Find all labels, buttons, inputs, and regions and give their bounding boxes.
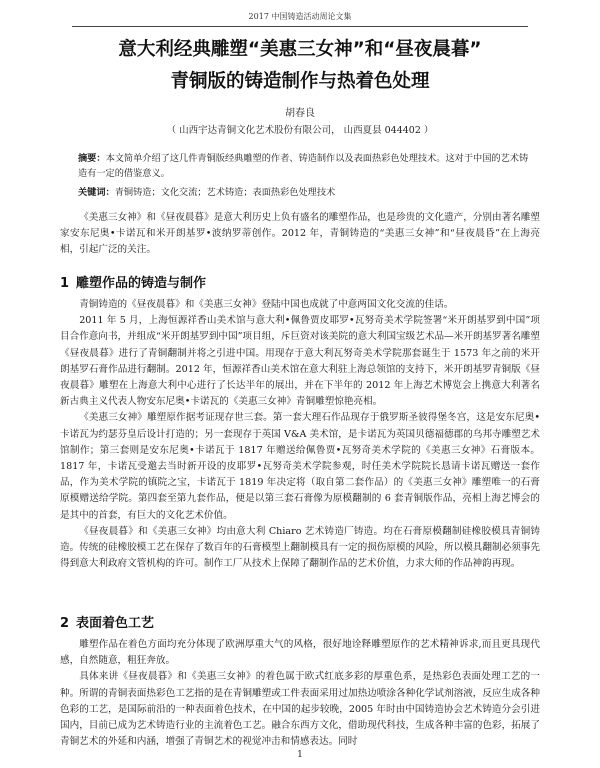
section-2-body — [60, 637, 540, 750]
abstract-label: 摘要： — [78, 153, 106, 164]
section-1-paragraph: 《美惠三女神》雕塑原作据考证现存世三套。第一套大理石作品现存于俄罗斯圣彼得堡冬宫，这是安东尼奥•卡诺瓦为约瑟芬皇后设计打造的；另一套现存于英国 V&A 美术馆，是卡诺瓦为英国贝德福德郡的乌邦寺雕塑艺术馆制作；第三套则是安东尼奥•卡诺瓦于 1817 年赠送给佩鲁贾•瓦努奇美术学院的《美惠三女神》石膏版本。 1817 年，卡诺瓦受邀去当时新开设的皮耶罗•瓦努奇美术学院参观，时任美术学院院长恳请卡诺瓦赠送一套作品，作为美术学院的镇院之宝，卡诺瓦于 1819 年决定将（取自第二套作品）的《美惠三女神》雕塑唯一的石膏原模赠送给学院。第四套至第九套作品，便是以第三套石膏像为原模翻制的 6 套青铜版作品，亮相上海艺博会的是其中的首套，有巨大的文化艺术价值。 — [60, 412, 540, 521]
header-rule — [72, 26, 528, 27]
section-1-paragraph: 2011 年 5 月，上海恒源祥香山美术馆与意大利•佩鲁贾皮耶罗•瓦努奇美术学院签署“米开朗基罗到中国”项目合作意向书，并组成“米开朗基罗到中国”项目组，斥巨资对该美院的意大利国宝级艺术品—米开朗基罗著名雕塑《昼夜晨暮》进行了青铜翻制并将之引进中国。用现存于意大利瓦努奇美术学院那套诞生于 1573 年之前的米开朗基罗石膏作品进行翻制。2012 年，恒源祥香山美术馆在意大利驻上海总领馆的支持下，米开朗基罗青铜版《昼夜晨暮》雕塑在上海意大利中心进行了长达半年的展出，并在下半年的 2012 年上海艺术博览会上携意大利著名新古典主义代表人物安东尼奥•卡诺瓦的《美惠三女神》青铜雕塑惊艳亮相。 — [60, 315, 540, 408]
section-1-title: 雕塑作品的铸造与制作 — [76, 276, 207, 291]
section-2-heading — [60, 612, 540, 631]
section-2-paragraph: 具体来讲《昼夜晨暮》和《美惠三女神》的着色属于欧式红底多彩的厚重色系，是热彩色表面处理工艺的一种。所谓的青铜表面热彩色工艺指的是在青铜雕塑或工件表面采用过加热边喷涂各种化学试剂溶液，反应生成各种色彩的工艺，是国际前沿的一种表面着色技术，在中国的起步较晚，2005 年时由中国铸造协会艺术铸造分会引进国内，目前已成为艺术铸造行业的主流着色工艺。融合东西方文化，借助现代科技，生成各种丰富的色彩，拓展了青铜艺术的外延和内涵，增强了青铜艺术的视觉冲击和情感表达。同时 — [60, 671, 540, 748]
intro-section — [60, 210, 540, 259]
author-name: 胡春良 — [285, 108, 315, 119]
running-header: 2017 中国铸造活动周论文集 — [248, 12, 352, 21]
abstract-text: 本文简单介绍了这几件青铜版经典雕塑的作者、铸造制作以及表面热彩色处理技术。这对于中国的艺术铸造有一定的借鉴意义。 — [78, 153, 529, 179]
title-line-2: 青铜版的铸造制作与热着色处理 — [170, 71, 430, 92]
section-1-paragraph: 青铜铸造的《昼夜晨暮》和《美惠三女神》登陆中国也成就了中意两国文化交流的佳话。 — [79, 299, 454, 310]
section-1-body — [60, 297, 540, 572]
paper-title — [40, 34, 560, 98]
section-2-number: 2 — [60, 616, 70, 631]
abstract — [78, 151, 530, 181]
keywords — [78, 185, 530, 200]
section-1-paragraph: 《昼夜晨暮》和《美惠三女神》均由意大利 Chiaro 艺术铸造厂铸造。均在石膏原模翻制硅橡胶模具青铜铸造。传统的硅橡胶模工艺在保存了数百年的石膏模型上翻制模具有一定的损伤原模的风险，所以模具翻制必须事先得到意大利政府文管机构的许可。制作工厂从技术上保障了翻制作品的艺术价值，力求大师的作品神韵再现。 — [60, 525, 540, 570]
section-1-number: 1 — [60, 276, 70, 291]
title-line-1: 意大利经典雕塑“美惠三女神”和“昼夜晨暮” — [118, 39, 482, 60]
section-1-heading — [60, 272, 540, 291]
section-2-paragraph: 雕塑作品在着色方面均充分体现了欧洲厚重大气的风格，很好地诠释雕塑原作的艺术精神诉求,而且更具现代感，自然随意，粗狂奔放。 — [60, 639, 540, 667]
keywords-text: 青铜铸造；文化交流；艺术铸造；表面热彩色处理技术 — [114, 187, 336, 198]
keywords-label: 关键词： — [78, 187, 115, 198]
section-2-title: 表面着色工艺 — [76, 616, 155, 631]
author-affiliation: （ 山西宇达青铜文化艺术股份有限公司， 山西夏县 044402 ） — [166, 125, 434, 136]
intro-paragraph: 《美惠三女神》和《昼夜晨暮》是意大利历史上负有盛名的雕塑作品，也是珍贵的文化遗产，分别由著名雕塑家安东尼奥•卡诺瓦和米开朗基罗•波纳罗蒂创作。2012 年，青铜铸造的“美惠三女神”和“昼夜晨昏”在上海亮相，引起广泛的关注。 — [60, 212, 540, 256]
page-number: 1 — [297, 750, 303, 760]
